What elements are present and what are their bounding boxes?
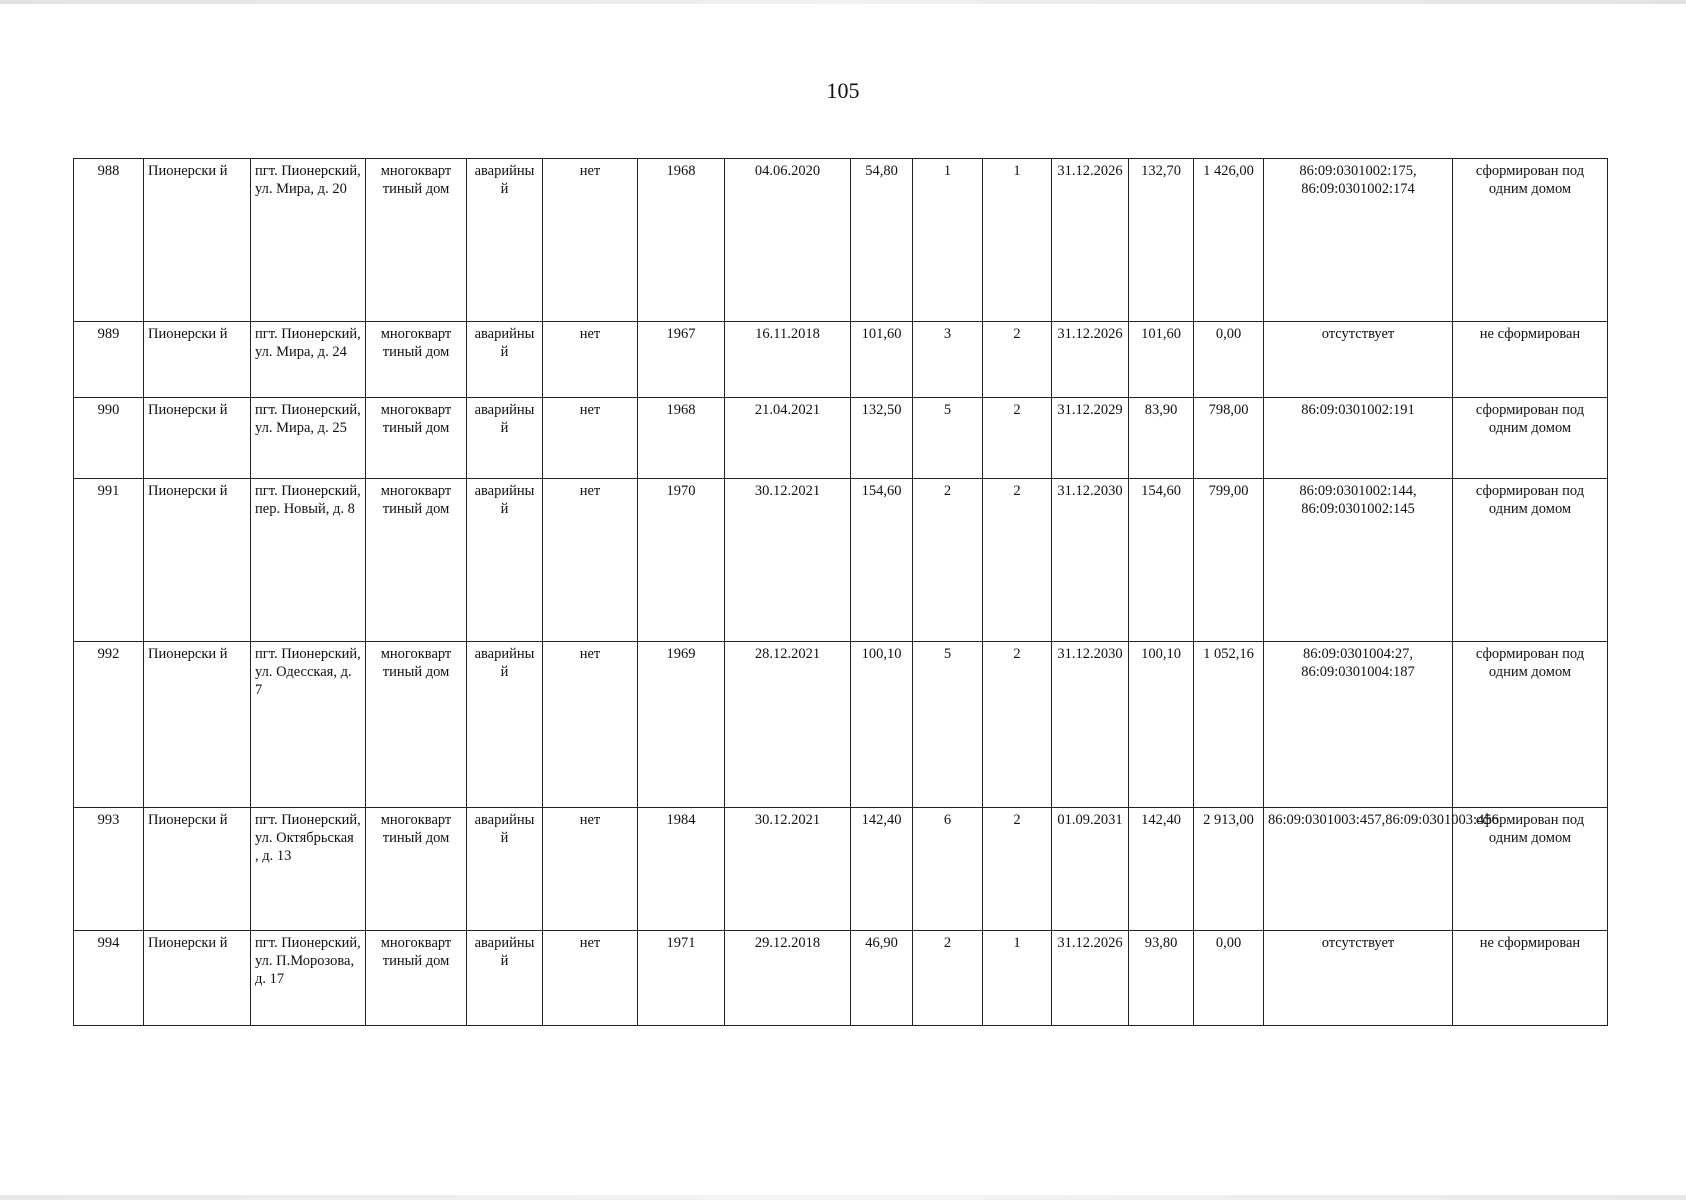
cadastral-number-cell: 86:09:0301004:27, 86:09:0301004:187: [1264, 642, 1453, 808]
recognition-date-cell: 21.04.2021: [725, 398, 851, 479]
status-cell: аварийный: [467, 159, 543, 322]
year-built-cell: 1970: [638, 479, 725, 642]
cultural-heritage-cell: нет: [543, 479, 638, 642]
land-plot-status-cell: не сформирован: [1453, 931, 1608, 1026]
land-area-cell: 2 913,00: [1194, 808, 1264, 931]
land-plot-status-cell: сформирован под одним домом: [1453, 398, 1608, 479]
resettlement-deadline-cell: 31.12.2026: [1052, 931, 1129, 1026]
scan-edge-top: [0, 0, 1686, 4]
address-cell: пгт. Пионерский, пер. Новый, д. 8: [251, 479, 366, 642]
table-row: [74, 398, 1608, 479]
area-cell: 54,80: [851, 159, 913, 322]
table-row: [74, 931, 1608, 1026]
resettled-area-cell: 93,80: [1129, 931, 1194, 1026]
count-a-cell: 2: [913, 931, 983, 1026]
year-built-cell: 1984: [638, 808, 725, 931]
count-b-cell: 2: [983, 808, 1052, 931]
table-row: [74, 322, 1608, 398]
cultural-heritage-cell: нет: [543, 322, 638, 398]
address-cell: пгт. Пионерский, ул. Мира, д. 25: [251, 398, 366, 479]
row-number-cell: 988: [74, 159, 144, 322]
recognition-date-cell: 30.12.2021: [725, 479, 851, 642]
recognition-date-cell: 30.12.2021: [725, 808, 851, 931]
cultural-heritage-cell: нет: [543, 398, 638, 479]
cadastral-number-cell: 86:09:0301003:457,86:09:0301003:456: [1264, 808, 1453, 931]
land-plot-status-cell: сформирован под одним домом: [1453, 159, 1608, 322]
house-type-cell: многокварт тиный дом: [366, 642, 467, 808]
year-built-cell: 1968: [638, 398, 725, 479]
cultural-heritage-cell: нет: [543, 808, 638, 931]
house-type-cell: многокварт тиный дом: [366, 931, 467, 1026]
house-type-cell: многокварт тиный дом: [366, 479, 467, 642]
land-plot-status-cell: не сформирован: [1453, 322, 1608, 398]
row-number-cell: 994: [74, 931, 144, 1026]
resettled-area-cell: 142,40: [1129, 808, 1194, 931]
municipality-cell: Пионерски й: [144, 159, 251, 322]
house-type-cell: многокварт тиный дом: [366, 398, 467, 479]
page-number: 105: [826, 78, 860, 103]
address-cell: пгт. Пионерский, ул. Мира, д. 24: [251, 322, 366, 398]
resettlement-deadline-cell: 01.09.2031: [1052, 808, 1129, 931]
recognition-date-cell: 16.11.2018: [725, 322, 851, 398]
cadastral-number-cell: 86:09:0301002:144, 86:09:0301002:145: [1264, 479, 1453, 642]
housing-registry-table: [73, 158, 1608, 1026]
cadastral-number-cell: 86:09:0301002:175, 86:09:0301002:174: [1264, 159, 1453, 322]
count-a-cell: 3: [913, 322, 983, 398]
year-built-cell: 1968: [638, 159, 725, 322]
count-a-cell: 2: [913, 479, 983, 642]
municipality-cell: Пионерски й: [144, 398, 251, 479]
resettled-area-cell: 100,10: [1129, 642, 1194, 808]
land-area-cell: 0,00: [1194, 322, 1264, 398]
count-b-cell: 1: [983, 931, 1052, 1026]
area-cell: 100,10: [851, 642, 913, 808]
address-cell: пгт. Пионерский, ул. Мира, д. 20: [251, 159, 366, 322]
count-a-cell: 5: [913, 398, 983, 479]
resettled-area-cell: 101,60: [1129, 322, 1194, 398]
land-area-cell: 1 426,00: [1194, 159, 1264, 322]
count-b-cell: 2: [983, 398, 1052, 479]
table-row: [74, 642, 1608, 808]
land-area-cell: 0,00: [1194, 931, 1264, 1026]
resettled-area-cell: 132,70: [1129, 159, 1194, 322]
land-plot-status-cell: сформирован под одним домом: [1453, 642, 1608, 808]
land-area-cell: 798,00: [1194, 398, 1264, 479]
resettlement-deadline-cell: 31.12.2029: [1052, 398, 1129, 479]
count-a-cell: 1: [913, 159, 983, 322]
year-built-cell: 1969: [638, 642, 725, 808]
resettlement-deadline-cell: 31.12.2026: [1052, 159, 1129, 322]
resettled-area-cell: 83,90: [1129, 398, 1194, 479]
house-type-cell: многокварт тиный дом: [366, 322, 467, 398]
land-area-cell: 1 052,16: [1194, 642, 1264, 808]
count-b-cell: 1: [983, 159, 1052, 322]
row-number-cell: 991: [74, 479, 144, 642]
count-a-cell: 5: [913, 642, 983, 808]
area-cell: 46,90: [851, 931, 913, 1026]
table-row: [74, 808, 1608, 931]
status-cell: аварийный: [467, 642, 543, 808]
land-plot-status-cell: сформирован под одним домом: [1453, 479, 1608, 642]
status-cell: аварийный: [467, 931, 543, 1026]
cadastral-number-cell: 86:09:0301002:191: [1264, 398, 1453, 479]
table-row: [74, 479, 1608, 642]
municipality-cell: Пионерски й: [144, 808, 251, 931]
area-cell: 132,50: [851, 398, 913, 479]
municipality-cell: Пионерски й: [144, 642, 251, 808]
row-number-cell: 992: [74, 642, 144, 808]
area-cell: 154,60: [851, 479, 913, 642]
status-cell: аварийный: [467, 398, 543, 479]
cultural-heritage-cell: нет: [543, 931, 638, 1026]
cadastral-number-cell: отсутствует: [1264, 931, 1453, 1026]
cadastral-number-cell: отсутствует: [1264, 322, 1453, 398]
address-cell: пгт. Пионерский, ул. Одесская, д. 7: [251, 642, 366, 808]
house-type-cell: многокварт тиный дом: [366, 808, 467, 931]
recognition-date-cell: 04.06.2020: [725, 159, 851, 322]
count-b-cell: 2: [983, 479, 1052, 642]
recognition-date-cell: 28.12.2021: [725, 642, 851, 808]
address-cell: пгт. Пионерский, ул. Октябрьская , д. 13: [251, 808, 366, 931]
year-built-cell: 1971: [638, 931, 725, 1026]
resettlement-deadline-cell: 31.12.2030: [1052, 479, 1129, 642]
row-number-cell: 990: [74, 398, 144, 479]
count-a-cell: 6: [913, 808, 983, 931]
count-b-cell: 2: [983, 322, 1052, 398]
status-cell: аварийный: [467, 808, 543, 931]
area-cell: 101,60: [851, 322, 913, 398]
land-area-cell: 799,00: [1194, 479, 1264, 642]
municipality-cell: Пионерски й: [144, 479, 251, 642]
year-built-cell: 1967: [638, 322, 725, 398]
status-cell: аварийный: [467, 322, 543, 398]
count-b-cell: 2: [983, 642, 1052, 808]
cultural-heritage-cell: нет: [543, 642, 638, 808]
table-row: [74, 159, 1608, 322]
land-plot-status-cell: сформирован под одним домом: [1453, 808, 1608, 931]
row-number-cell: 989: [74, 322, 144, 398]
resettled-area-cell: 154,60: [1129, 479, 1194, 642]
row-number-cell: 993: [74, 808, 144, 931]
area-cell: 142,40: [851, 808, 913, 931]
address-cell: пгт. Пионерский, ул. П.Морозова, д. 17: [251, 931, 366, 1026]
house-type-cell: многокварт тиный дом: [366, 159, 467, 322]
municipality-cell: Пионерски й: [144, 322, 251, 398]
resettlement-deadline-cell: 31.12.2026: [1052, 322, 1129, 398]
status-cell: аварийный: [467, 479, 543, 642]
cultural-heritage-cell: нет: [543, 159, 638, 322]
municipality-cell: Пионерски й: [144, 931, 251, 1026]
scan-edge-bottom: [0, 1195, 1686, 1200]
resettlement-deadline-cell: 31.12.2030: [1052, 642, 1129, 808]
recognition-date-cell: 29.12.2018: [725, 931, 851, 1026]
